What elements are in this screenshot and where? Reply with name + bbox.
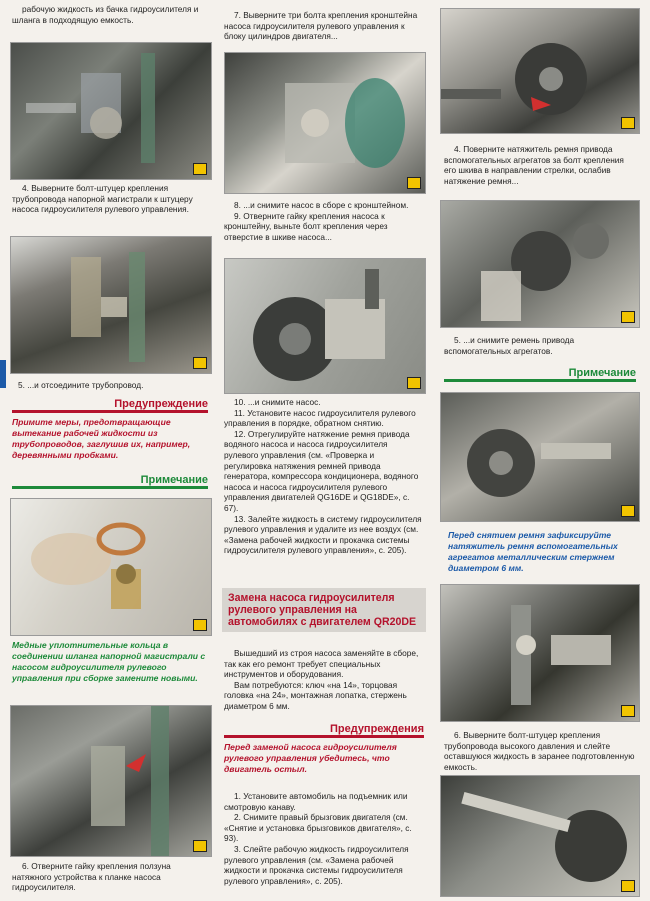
col3-step5: 5. ...и снимите ремень привода вспомогательных агрегатов. <box>444 335 575 356</box>
tool-badge-icon <box>621 117 635 129</box>
note-title: Примечание <box>568 367 636 379</box>
photo-illustration <box>441 585 639 721</box>
col2-step8-9 <box>224 200 424 242</box>
section-title: Замена насоса гидроусилителя рулевого управления на автомобилях с двигателем QR20DE <box>228 592 417 628</box>
photo-tensioner-nut <box>10 705 212 857</box>
tool-badge-icon <box>193 163 207 175</box>
photo-wrench-pulley <box>440 775 640 897</box>
section-p1: Вышедший из строя насоса заменяйте в сборе, так как его ремонт требует специальных инструментов и оборудования. <box>224 648 419 680</box>
photo-illustration <box>441 9 639 133</box>
warnings-text: Перед заменой насоса гидроусилителя рулевого управления убедитесь, что двигатель остыл. <box>224 742 397 774</box>
col2-step8: 8. ...и снимите насос в сборе с кронштейном. <box>234 200 409 210</box>
warning-title: Предупреждение <box>114 398 208 410</box>
section-intro <box>224 648 424 712</box>
col2-step11: 11. Установите насос гидроусилителя рулевого управления в порядке, обратном снятию. <box>224 407 416 429</box>
photo-pressure-pipe <box>440 584 640 722</box>
col1-step6: 6. Отверните гайку крепления ползуна натяжного устройства к планке насоса гидроусилителя. <box>12 861 171 893</box>
warning-text: Примите меры, предотвращающие вытекание рабочей жидкости из трубопроводов, заглушив их, например, деревянными пробками. <box>12 417 191 460</box>
photo-illustration <box>11 237 211 373</box>
note-divider <box>444 379 636 382</box>
col2-s3: 3. Слейте рабочую жидкость гидроусилителя рулевого управления (см. «Замена рабочей жидкости и прокачка системы гидроусилителя рулевого управления», с. 205). <box>224 843 409 886</box>
photo-belt-removal <box>440 200 640 328</box>
photo-illustration <box>225 259 425 393</box>
photo-illustration <box>11 706 211 856</box>
photo-bracket-bolts <box>224 52 426 194</box>
section-header-box <box>222 588 426 632</box>
col2-step9: 9. Отверните гайку крепления насоса к кронштейну, выньте болт крепления через отверстие в шкиве насоса... <box>224 210 388 242</box>
col2-step7: 7. Выверните три болта крепления кронштейна насоса гидроусилителя рулевого управления к блоку цилиндров двигателя... <box>224 10 418 42</box>
col3-step4: 4. Поверните натяжитель ремня привода вспомогательных агрегатов за болт крепления его шкива в направлении стрелки, ослабив натяжение ремня... <box>444 144 624 186</box>
col1-step5: 5. ...и отсоедините трубопровод. <box>18 380 144 390</box>
photo-illustration <box>11 499 211 635</box>
col2-s2: 2. Снимите правый брызговик двигателя (см. «Снятие и установка брызговиков двигателя», с. 93). <box>224 812 412 844</box>
section-p2: Вам потребуются: ключ «на 14», торцовая головка «на 24», монтажная лопатка, стержень диаметром 6 мм. <box>224 679 407 711</box>
note-title: Примечание <box>140 474 208 486</box>
photo-illustration <box>441 776 639 896</box>
note-box-2 <box>444 367 636 382</box>
col3-step6: 6. Выверните болт-штуцер крепления трубопровода высокого давления и слейте оставшуюся жидкость в заранее подготовленную емкость. <box>444 730 635 772</box>
photo-illustration <box>441 393 639 521</box>
photo-pipe-disconnect <box>10 236 212 374</box>
tool-badge-icon <box>621 705 635 717</box>
tool-badge-icon <box>193 840 207 852</box>
warnings-box <box>224 723 424 775</box>
warning-divider <box>12 410 208 413</box>
col2-step10: 10. ...и снимите насос. <box>234 397 321 407</box>
tool-badge-icon <box>621 505 635 517</box>
col1-step4: 4. Выверните болт-штуцер крепления трубопровода напорной магистрали к штуцеру насоса гидроусилителя рулевого управления. <box>12 183 193 215</box>
note-text-1: Медные уплотнительные кольца в соединении шланга напорной магистрали с насосом гидроусилителя рулевого управления при сборке замените новыми. <box>12 640 206 683</box>
photo-pipe-bolt <box>10 42 212 180</box>
warnings-divider <box>224 735 424 738</box>
photo-belt-tensioner <box>440 8 640 134</box>
note-box-1 <box>12 474 208 489</box>
col2-step13: 13. Залейте жидкость в систему гидроусилителя рулевого управления и удалите из нее воздух (см. «Замена рабочей жидкости и прокачка системы гидроусилителя рулевого управления», с. 205). <box>224 513 422 556</box>
col2-final-steps <box>224 791 424 886</box>
tool-badge-icon <box>621 311 635 323</box>
note-text-2: Перед снятием ремня зафиксируйте натяжитель ремня вспомогательных агрегатов металлическим стержнем диаметром 6 мм. <box>448 530 618 573</box>
tool-badge-icon <box>193 357 207 369</box>
col2-s1: 1. Установите автомобиль на подъемник или смотровую канаву. <box>224 791 408 812</box>
tool-badge-icon <box>621 880 635 892</box>
photo-illustration <box>441 201 639 327</box>
photo-pump-assembly <box>224 258 426 394</box>
photo-illustration <box>11 43 211 179</box>
photo-copper-rings <box>10 498 212 636</box>
page-edge-tab <box>0 360 6 388</box>
photo-tensioner-rod <box>440 392 640 522</box>
tool-badge-icon <box>407 177 421 189</box>
col2-step12: 12. Отрегулируйте натяжение ремня привода водяного насоса и насоса гидроусилителя рулевого управления (см. «Проверка и регулировка натяжения ремней привода генератора, компрессора кондиционера, водяного насоса и насоса гидроусилителя рулевого управления двигателей QG16DE и QG18DE», с. 67). <box>224 428 419 513</box>
col2-steps-10-13 <box>224 397 424 556</box>
col1-top-text: рабочую жидкость из бачка гидроусилителя и шланга в подходящую емкость. <box>12 4 199 25</box>
warning-box <box>12 398 208 461</box>
photo-illustration <box>225 53 425 193</box>
warnings-title: Предупреждения <box>329 723 424 735</box>
tool-badge-icon <box>407 377 421 389</box>
note-divider <box>12 486 208 489</box>
tool-badge-icon <box>193 619 207 631</box>
